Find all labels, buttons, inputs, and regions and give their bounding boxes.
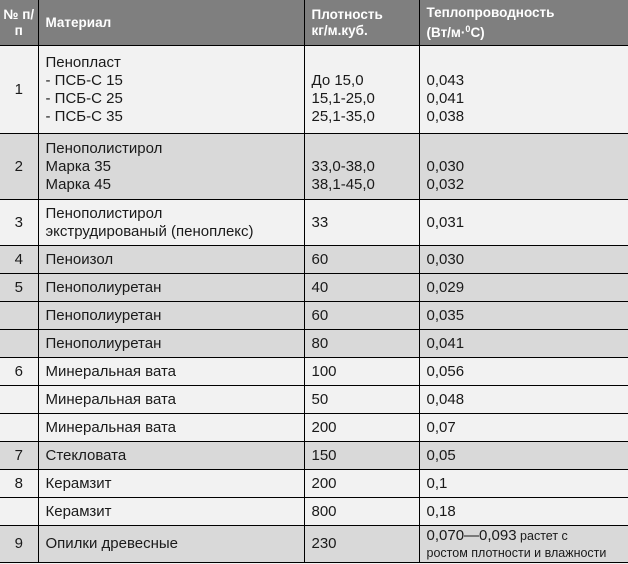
cell-material: Минеральная вата <box>38 358 304 386</box>
cell-density: 33 <box>304 200 419 246</box>
cell-num <box>0 330 38 358</box>
cell-num: 9 <box>0 526 38 563</box>
cell-conductivity: 0,056 <box>419 358 628 386</box>
header-conductivity-line2 <box>427 21 628 41</box>
cell-density <box>304 134 419 200</box>
cell-conductivity: 0,030 <box>419 246 628 274</box>
cell-conductivity: 0,05 <box>419 442 628 470</box>
table-row <box>0 470 628 498</box>
cell-material: Минеральная вата <box>38 386 304 414</box>
header-conductivity <box>419 0 628 46</box>
table-row <box>0 46 628 134</box>
cell-num <box>0 414 38 442</box>
material-line: Марка 35 <box>45 157 111 175</box>
cell-density: 200 <box>304 414 419 442</box>
cell-material: Керамзит <box>38 470 304 498</box>
table-row <box>0 442 628 470</box>
cell-num: 8 <box>0 470 38 498</box>
table-row <box>0 386 628 414</box>
cell-density: 60 <box>304 246 419 274</box>
table-row <box>0 414 628 442</box>
cell-density: 80 <box>304 330 419 358</box>
cell-density: 230 <box>304 526 419 563</box>
conductivity-range: 0,070—0,093 <box>426 526 517 544</box>
material-line: Пенопласт <box>45 53 121 71</box>
material-line: - ПСБ-С 25 <box>45 89 123 107</box>
header-density-line2: кг/м.куб. <box>311 22 368 38</box>
cell-density: 40 <box>304 274 419 302</box>
cell-material: Пенополиуретан <box>38 330 304 358</box>
table-row <box>0 200 628 246</box>
density-line: 25,1-35,0 <box>311 107 375 125</box>
cell-conductivity: 0,07 <box>419 414 628 442</box>
cell-material: Минеральная вата <box>38 414 304 442</box>
material-line: Пенополистирол <box>45 139 163 157</box>
cell-num: 4 <box>0 246 38 274</box>
cell-conductivity <box>419 46 628 134</box>
table-row <box>0 274 628 302</box>
cell-num <box>0 386 38 414</box>
cell-num: 2 <box>0 134 38 200</box>
header-conductivity-unit-suffix: С) <box>470 24 485 40</box>
header-density <box>304 0 419 46</box>
material-line: экструдированый (пеноплекс) <box>45 222 254 240</box>
cell-num: 7 <box>0 442 38 470</box>
density-line: До 15,0 <box>311 71 364 89</box>
header-conductivity-line1: Теплопроводность <box>426 4 555 20</box>
cell-conductivity: 0,18 <box>419 498 628 526</box>
header-num: № п/п <box>0 0 38 46</box>
header-conductivity-unit-prefix: (Вт/м· <box>426 24 466 40</box>
material-line: Марка 45 <box>45 175 111 193</box>
cell-density: 800 <box>304 498 419 526</box>
cell-conductivity: 0,029 <box>419 274 628 302</box>
cell-material <box>38 200 304 246</box>
table-row <box>0 498 628 526</box>
cell-density: 150 <box>304 442 419 470</box>
table-row <box>0 246 628 274</box>
conductivity-line: 0,043 <box>426 71 465 89</box>
header-density-line1: Плотность <box>311 6 383 22</box>
cell-conductivity: 0,035 <box>419 302 628 330</box>
cell-conductivity: 0,031 <box>419 200 628 246</box>
material-line: Пенополистирол <box>45 204 163 222</box>
cell-density <box>304 46 419 134</box>
cell-conductivity: 0,048 <box>419 386 628 414</box>
cell-conductivity <box>419 526 628 563</box>
cell-num: 6 <box>0 358 38 386</box>
conductivity-note: растет с <box>516 528 568 543</box>
cell-material <box>38 134 304 200</box>
cell-material <box>38 46 304 134</box>
cell-density: 60 <box>304 302 419 330</box>
density-line: 38,1-45,0 <box>311 175 375 193</box>
cell-num: 3 <box>0 200 38 246</box>
cell-num <box>0 498 38 526</box>
cell-density: 100 <box>304 358 419 386</box>
conductivity-line: 0,038 <box>426 107 465 125</box>
table-row <box>0 526 628 563</box>
header-conductivity-unit-degree: 0 <box>465 23 471 34</box>
material-line: - ПСБ-С 15 <box>45 71 123 89</box>
cell-material: Пенополиуретан <box>38 302 304 330</box>
cell-conductivity: 0,041 <box>419 330 628 358</box>
table-row <box>0 358 628 386</box>
cell-material: Стекловата <box>38 442 304 470</box>
cell-density: 200 <box>304 470 419 498</box>
cell-material: Пеноизол <box>38 246 304 274</box>
cell-conductivity <box>419 134 628 200</box>
conductivity-line: 0,041 <box>426 89 465 107</box>
table-row <box>0 330 628 358</box>
cell-num: 1 <box>0 46 38 134</box>
cell-material: Керамзит <box>38 498 304 526</box>
density-line: 15,1-25,0 <box>311 89 375 107</box>
conductivity-line: 0,032 <box>426 175 465 193</box>
conductivity-note: ростом плотности и влажности <box>426 545 607 560</box>
cell-num <box>0 302 38 330</box>
material-line: - ПСБ-С 35 <box>45 107 123 125</box>
table-header-row <box>0 0 628 46</box>
table-row <box>0 134 628 200</box>
cell-density: 50 <box>304 386 419 414</box>
density-line: 33,0-38,0 <box>311 157 375 175</box>
cell-conductivity: 0,1 <box>419 470 628 498</box>
table-row <box>0 302 628 330</box>
cell-material: Пенополиуретан <box>38 274 304 302</box>
header-material: Материал <box>38 0 304 46</box>
cell-material: Опилки древесные <box>38 526 304 563</box>
cell-num: 5 <box>0 274 38 302</box>
conductivity-line: 0,030 <box>426 157 465 175</box>
